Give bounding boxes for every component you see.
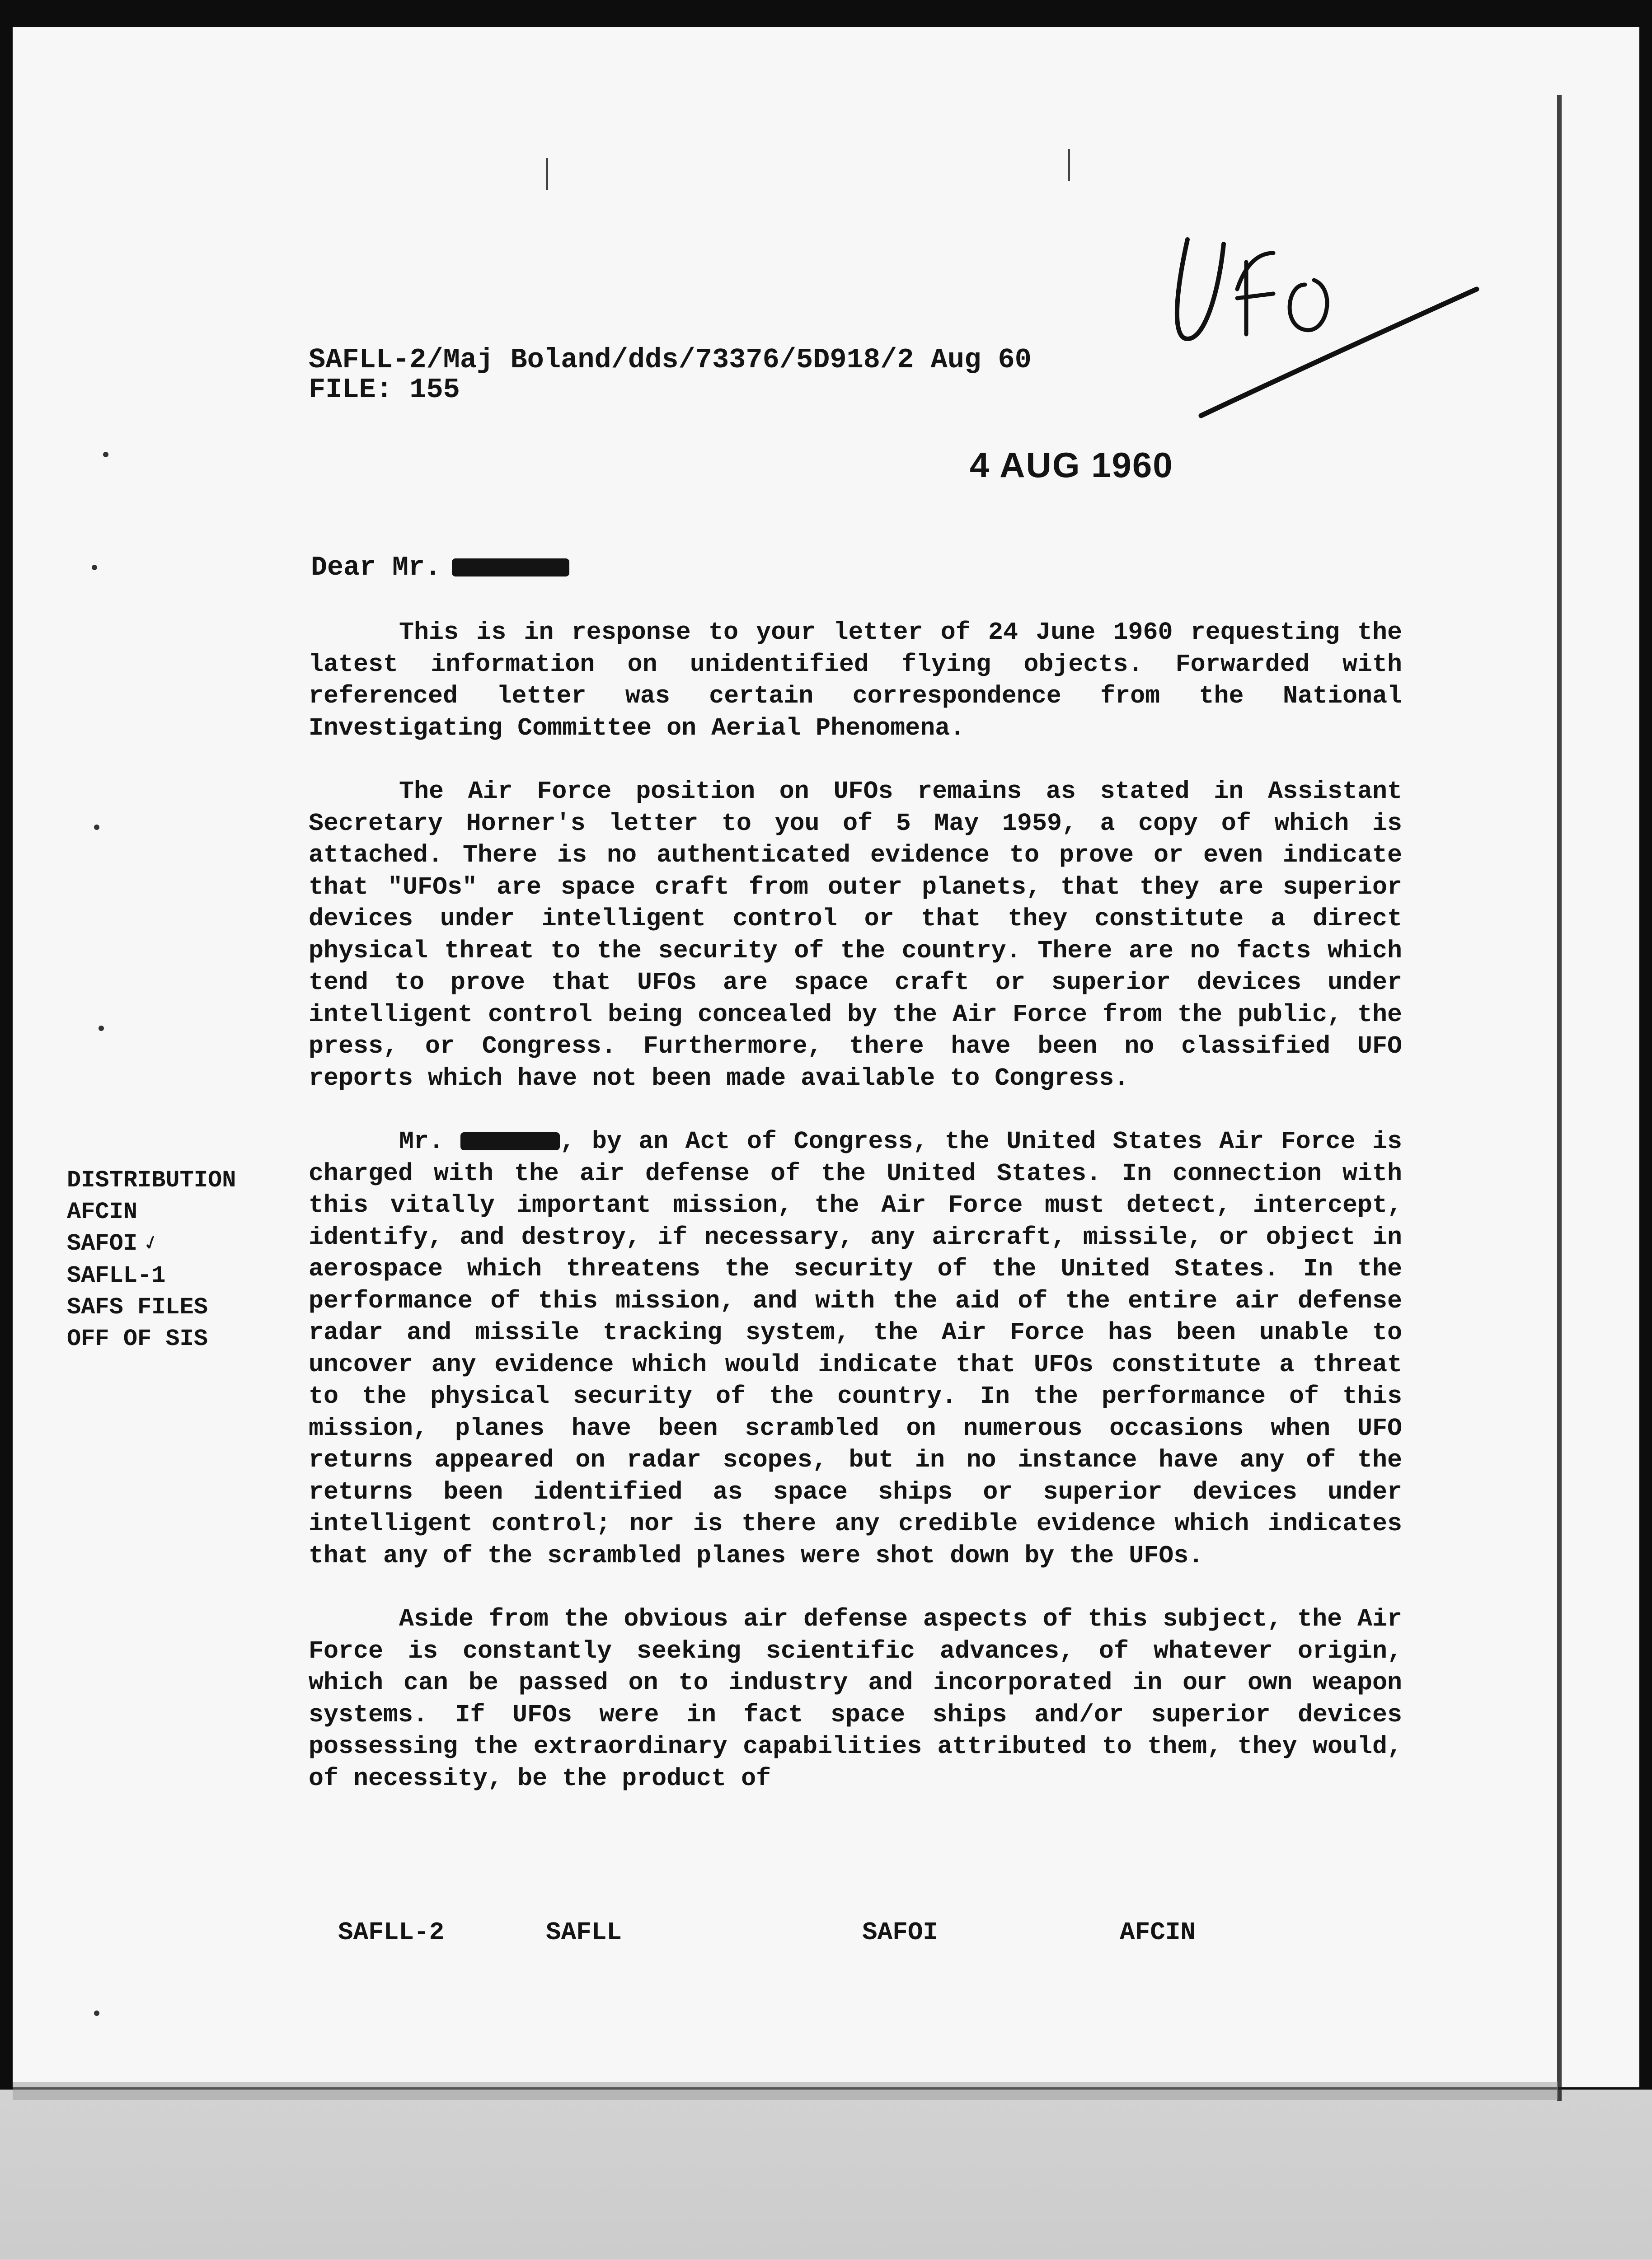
speck (99, 1026, 104, 1031)
reference-header (309, 345, 1032, 405)
redacted-name (460, 1132, 560, 1150)
salutation-text: Dear Mr. (311, 553, 441, 583)
distribution-item: SAFS FILES (67, 1294, 208, 1321)
speck (94, 825, 99, 830)
punch-mark (1068, 149, 1070, 181)
speck (94, 2011, 99, 2016)
coordination-office: SAFLL-2 (338, 1918, 445, 1947)
letter-date-stamp: 4 AUG 1960 (970, 445, 1173, 485)
paragraph-4: Aside from the obvious air defense aspects of this subject, the Air Force is constantly seeking scientific advances, of whatever origin, which can be passed on to industry and incorporated in our own weapon systems. If UFOs were in fact space ships and/or superior devices possessing the extraordinary capabilities attributed to them, they would, of necessity, be the product of (309, 1605, 1402, 1793)
paragraph-1: This is in response to your letter of 24 June 1960 requesting the latest information on unidentified flying objects. Forwarded with referenced letter was certain correspondence from the National Investigating Committee on Aerial Phenomena. (309, 618, 1402, 742)
distribution-list (67, 1165, 236, 1355)
coordination-row (13, 1918, 1368, 1950)
paragraph-3-rest: , by an Act of Congress, the United States Air Force is charged with the air defense of the United States. In connection with this vitally important mission, the Air Force must detect, intercept, identify, and destroy, if necessary, any aircraft, missile, or object in aerospace which threatens the security of the United States. In the performance of this mission, and with the aid of the entire air defense radar and missile tracking system, the Air Force has been unable to uncover any evidence which would indicate that UFOs constitute a threat to the physical security of the country. In the performance of this mission, planes have been scrambled on numerous occasions when UFO returns appeared on radar scopes, but in no instance have any of the returns been identified as space ships or superior devices under intelligent control; nor is there any credible evidence which indicates that any of the scrambled planes were shot down by the UFOs. (309, 1127, 1403, 1570)
coordination-office: SAFLL (546, 1918, 622, 1947)
office-symbol-line: SAFLL-2/Maj Boland/dds/73376/5D918/2 Aug 60 (309, 344, 1032, 376)
paragraph-3 (309, 1126, 1402, 1572)
paragraph-2: The Air Force position on UFOs remains as stated in Assistant Secretary Horner's letter to you of 5 May 1959, a copy of which is attached. There is no authenticated evidence to prove or even indicate that "UFOs" are space craft from outer planets, that they are superior devices under intelligent control or that they constitute a direct physical threat to the security of the country. There are no facts which tend to prove that UFOs are space craft or superior devices under intelligent control being concealed by the Air Force from the public, the press, or Congress. Furthermore, there have been no classified UFO reports which have not been made available to Congress. (309, 777, 1402, 1092)
letter-body (309, 617, 1402, 1826)
letter-page (13, 27, 1639, 2087)
scanner-bed (0, 2090, 1652, 2259)
distribution-item: AFCIN (67, 1199, 138, 1225)
distribution-item: SAFOI ✓ (67, 1228, 236, 1260)
ufo-handwritten-mark (1169, 226, 1495, 434)
margin-line (1557, 95, 1562, 2101)
punch-mark (546, 158, 548, 190)
salutation (311, 553, 569, 583)
page-edge-shadow (13, 2082, 1558, 2100)
file-number-line: FILE: 155 (309, 374, 460, 406)
checkmark-icon: ✓ (141, 1229, 162, 1259)
distribution-item: SAFLL-1 (67, 1262, 166, 1289)
distribution-item: OFF OF SIS (67, 1326, 208, 1352)
coordination-office: AFCIN (1120, 1918, 1196, 1947)
redacted-name (452, 558, 569, 576)
paragraph-3-start: Mr. (399, 1127, 444, 1156)
speck (103, 452, 108, 457)
speck (92, 565, 97, 570)
coordination-office: SAFOI (862, 1918, 939, 1947)
distribution-header: DISTRIBUTION (67, 1167, 236, 1194)
